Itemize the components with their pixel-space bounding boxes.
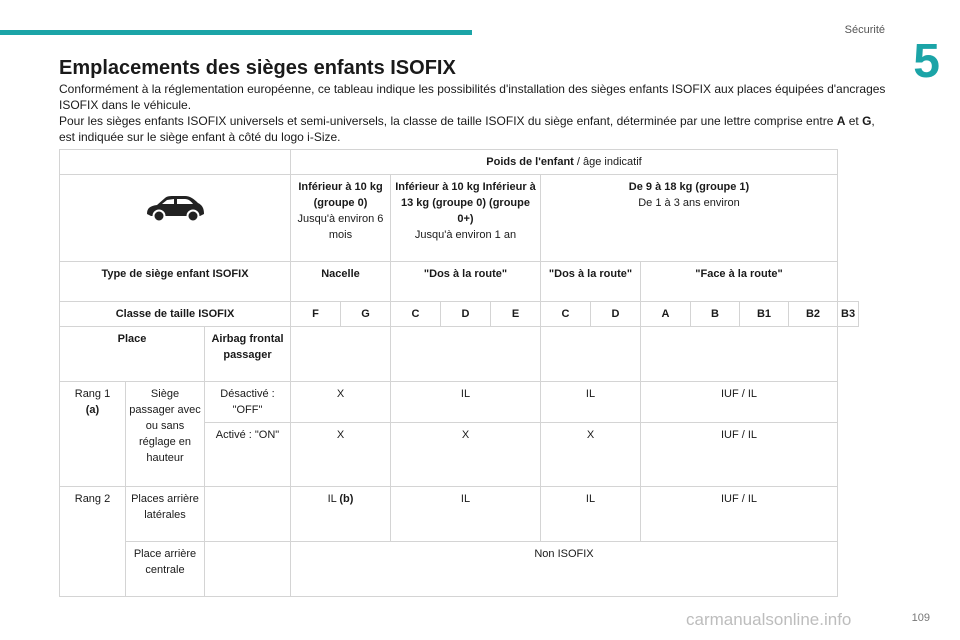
isofix-table — [59, 149, 859, 597]
type-dos-route-1: "Dos à la route" — [391, 262, 541, 302]
rang-2-label: Rang 2 — [60, 487, 126, 597]
top-accent-bar — [0, 30, 472, 35]
place-label: Place — [60, 327, 205, 382]
r1-on-value: X — [541, 423, 641, 487]
siege-passager-label: Siège passager avec ou sans réglage en hauteur — [126, 382, 205, 487]
size-class: B1 — [740, 302, 789, 327]
non-isofix-value: Non ISOFIX — [291, 542, 838, 597]
empty-cell — [205, 542, 291, 597]
size-class: F — [291, 302, 341, 327]
rang-1-label: Rang 1 (a) — [60, 382, 126, 487]
r1-on-value: IUF / IL — [641, 423, 838, 487]
r1-off-value: IL — [391, 382, 541, 423]
intro-text — [59, 81, 889, 145]
size-class: B — [691, 302, 740, 327]
page-number: 109 — [911, 612, 930, 624]
intro-paragraph-2: Pour les sièges enfants ISOFIX universels et semi-universels, la classe de taille ISOFIX du siège enfant, déterminée par une lettre comprise entre A et G, est indiquée sur le siège enfant à côté du logo i-Size. — [59, 114, 875, 144]
type-dos-route-2: "Dos à la route" — [541, 262, 641, 302]
group-0-cell: Inférieur à 10 kg (groupe 0) Jusqu'à environ 6 mois — [291, 175, 391, 262]
r2-lat-value: IUF / IL — [641, 487, 838, 542]
type-face-route: "Face à la route" — [641, 262, 838, 302]
size-class: A — [641, 302, 691, 327]
r2-lat-value: IL — [391, 487, 541, 542]
size-class: G — [341, 302, 391, 327]
r2-lat-value: IL (b) — [291, 487, 391, 542]
empty-cell — [205, 487, 291, 542]
r1-on-value: X — [391, 423, 541, 487]
r1-off-value: IUF / IL — [641, 382, 838, 423]
place-centrale-label: Place arrière centrale — [126, 542, 205, 597]
size-class: B3 — [838, 302, 859, 327]
size-class: C — [541, 302, 591, 327]
size-class: B2 — [789, 302, 838, 327]
car-icon — [143, 193, 207, 223]
type-label: Type de siège enfant ISOFIX — [60, 262, 291, 302]
size-class: D — [591, 302, 641, 327]
places-laterales-label: Places arrière latérales — [126, 487, 205, 542]
r1-off-value: IL — [541, 382, 641, 423]
watermark: carmanualsonline.info — [686, 610, 852, 629]
r1-off-value: X — [291, 382, 391, 423]
empty-cell — [391, 327, 541, 382]
group-0plus-cell: Inférieur à 10 kg Inférieur à 13 kg (groupe 0) (groupe 0+) Jusqu'à environ 1 an — [391, 175, 541, 262]
empty-cell — [291, 327, 391, 382]
car-icon-cell — [60, 175, 291, 262]
weight-header: Poids de l'enfant / âge indicatif — [291, 150, 838, 175]
intro-paragraph-1: Conformément à la réglementation européenne, ce tableau indique les possibilités d'installation des sièges enfants ISOFIX aux places équipées d'ancrages ISOFIX dans le véhicule. — [59, 82, 886, 112]
group-1-cell: De 9 à 18 kg (groupe 1) De 1 à 3 ans environ — [541, 175, 838, 262]
airbag-on-label: Activé : "ON" — [205, 423, 291, 487]
size-class: C — [391, 302, 441, 327]
empty-cell — [641, 327, 838, 382]
r1-on-value: X — [291, 423, 391, 487]
airbag-off-label: Désactivé : "OFF" — [205, 382, 291, 423]
empty-cell — [541, 327, 641, 382]
type-nacelle: Nacelle — [291, 262, 391, 302]
size-label: Classe de taille ISOFIX — [60, 302, 291, 327]
section-name: Sécurité — [844, 24, 885, 36]
empty-corner-cell — [60, 150, 291, 175]
airbag-label: Airbag frontal passager — [205, 327, 291, 382]
r2-lat-value: IL — [541, 487, 641, 542]
chapter-number: 5 — [913, 35, 940, 88]
size-class: D — [441, 302, 491, 327]
size-class: E — [491, 302, 541, 327]
page-title: Emplacements des sièges enfants ISOFIX — [59, 57, 456, 79]
